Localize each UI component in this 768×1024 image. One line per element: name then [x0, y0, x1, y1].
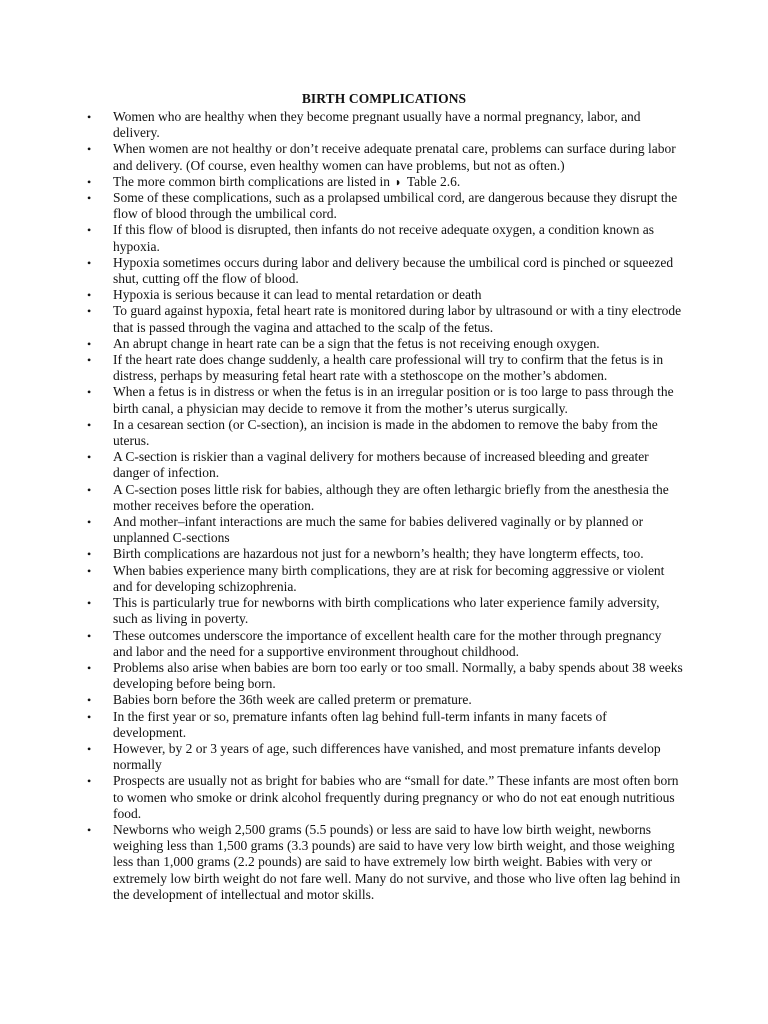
bullet-item: [87, 773, 683, 822]
bullet-text: Birth complications are hazardous not just for a newborn’s health; they have longterm effects, too.: [113, 546, 644, 562]
bullet-text: And mother–infant interactions are much the same for babies delivered vaginally or by planned or unplanned C-sections: [113, 514, 644, 546]
bullet-marker: •: [87, 336, 92, 351]
bullet-item: [87, 222, 683, 254]
bullet-marker: •: [87, 822, 92, 837]
bullet-text: Women who are healthy when they become pregnant usually have a normal pregnancy, labor, and delivery.: [113, 109, 641, 141]
bullet-text: This is particularly true for newborns with birth complications who later experience family adversity, such as living in poverty.: [113, 595, 660, 627]
bullet-text: Some of these complications, such as a prolapsed umbilical cord, are dangerous because they disrupt the flow of blood through the umbilical cord.: [113, 190, 678, 222]
bullet-item: [87, 546, 683, 562]
bullet-item: [87, 336, 683, 352]
bullet-text: The more common birth complications are listed in: [113, 173, 391, 189]
bullet-text: Hypoxia is serious because it can lead to mental retardation or death: [113, 287, 482, 303]
bullet-text: When women are not healthy or don’t receive adequate prenatal care, problems can surface during labor and delivery. (Of course, even healthy women can have problems, but not as often.): [113, 141, 676, 173]
bullet-marker: •: [87, 741, 92, 756]
bullet-marker: •: [87, 563, 92, 578]
bullet-marker: •: [87, 288, 92, 303]
bullet-marker: •: [87, 110, 92, 124]
bullet-text: A C-section poses little risk for babies, although they are often lethargic briefly from the anesthesia the mother receives before the operation.: [113, 481, 669, 513]
bullet-text: These outcomes underscore the importance of excellent health care for the mother through pregnancy and labor and the need for a supportive environment throughout childhood.: [113, 627, 662, 659]
bullet-item: [87, 255, 683, 287]
bullet-item: [87, 709, 683, 741]
bullet-item: [87, 287, 683, 303]
bullet-marker: •: [87, 596, 92, 611]
table-reference-icon: ◗: [394, 174, 402, 189]
bullet-item: [87, 563, 683, 595]
bullet-text: An abrupt change in heart rate can be a sign that the fetus is not receiving enough oxygen.: [113, 335, 600, 351]
bullet-item: [87, 190, 683, 222]
bullet-item: [87, 174, 683, 190]
bullet-text: In a cesarean section (or C-section), an incision is made in the abdomen to remove the baby from the uterus.: [113, 416, 658, 449]
bullet-item: [87, 141, 683, 173]
bullet-item: [87, 109, 683, 141]
bullet-item: [87, 514, 683, 546]
bullet-item: [87, 822, 683, 903]
bullet-item: [87, 449, 683, 481]
bullet-item: [87, 595, 683, 627]
bullet-marker: •: [87, 142, 92, 157]
bullet-text: Prospects are usually not as bright for babies who are “small for date.” These infants are most often born to women who smoke or drink alcohol frequently during pregnancy or who do not eat enough nutritious food.: [113, 773, 679, 821]
bullet-marker: •: [87, 191, 92, 206]
bullet-text: Table 2.6.: [406, 173, 461, 189]
bullet-text: If the heart rate does change suddenly, a health care professional will try to confirm that the fetus is in distress, perhaps by measuring fetal heart rate with a stethoscope on the mother’s abdomen.: [113, 352, 664, 384]
bullet-marker: •: [87, 547, 92, 562]
bullet-item: [87, 352, 683, 384]
bullet-text: Hypoxia sometimes occurs during labor and delivery because the umbilical cord is pinched or squeezed shut, cutting off the flow of blood.: [113, 254, 674, 287]
bullet-item: [87, 384, 683, 416]
bullet-text: In the first year or so, premature infants often lag behind full-term infants in many facets of development.: [113, 708, 607, 740]
bullet-text: Problems also arise when babies are born too early or too small. Normally, a baby spends about 38 weeks developing before being born.: [113, 659, 683, 692]
bullet-marker: •: [87, 515, 92, 530]
bullet-marker: •: [87, 385, 92, 400]
bullet-marker: •: [87, 709, 92, 724]
bullet-marker: •: [87, 353, 92, 368]
bullet-marker: •: [87, 223, 92, 238]
bullet-marker: •: [87, 693, 92, 708]
bullet-marker: •: [87, 304, 92, 319]
bullet-text: Newborns who weigh 2,500 grams (5.5 pounds) or less are said to have low birth weight, newborns weighing less than 1,500 grams (3.3 pounds) are said to have very low birth weight, and those weighing less than 1,000 grams (2.2 pounds) are said to have extremely low birth weight. Babies with very or extremely low birth weight do not fare well. Many do not survive, and those who live often lag behind in the development of intellectual and motor skills.: [113, 821, 681, 902]
bullet-text: However, by 2 or 3 years of age, such differences have vanished, and most premature infants develop normally: [113, 740, 661, 773]
bullet-item: [87, 741, 683, 773]
bullet-item: [87, 482, 683, 514]
bullet-marker: •: [87, 450, 92, 465]
bullet-item: [87, 628, 683, 660]
bullet-marker: •: [87, 417, 92, 432]
bullet-text: To guard against hypoxia, fetal heart rate is monitored during labor by ultrasound or with a tiny electrode that is passed through the vagina and attached to the scalp of the fetus.: [113, 303, 682, 335]
bullet-item: [87, 303, 683, 335]
bullet-marker: •: [87, 628, 92, 643]
bullet-text: When a fetus is in distress or when the fetus is in an irregular position or is too large to pass through the birth canal, a physician may decide to remove it from the mother’s uterus surgically.: [113, 384, 674, 416]
bullet-text: If this flow of blood is disrupted, then infants do not receive adequate oxygen, a condition known as hypoxia.: [113, 222, 655, 254]
bullet-marker: •: [87, 255, 92, 270]
bullet-item: [87, 692, 683, 708]
bullet-list: [87, 109, 683, 903]
bullet-marker: •: [87, 174, 92, 189]
bullet-text: Babies born before the 36th week are called preterm or premature.: [113, 692, 472, 708]
bullet-item: [87, 660, 683, 692]
bullet-item: [87, 417, 683, 449]
bullet-marker: •: [87, 482, 92, 497]
bullet-marker: •: [87, 660, 92, 675]
bullet-text: A C-section is riskier than a vaginal delivery for mothers because of increased bleeding and greater danger of infection.: [113, 449, 649, 481]
bullet-marker: •: [87, 774, 92, 789]
document-title: BIRTH COMPLICATIONS: [301, 91, 467, 106]
bullet-text: When babies experience many birth complications, they are at risk for becoming aggressive or violent and for developing schizophrenia.: [113, 562, 665, 594]
